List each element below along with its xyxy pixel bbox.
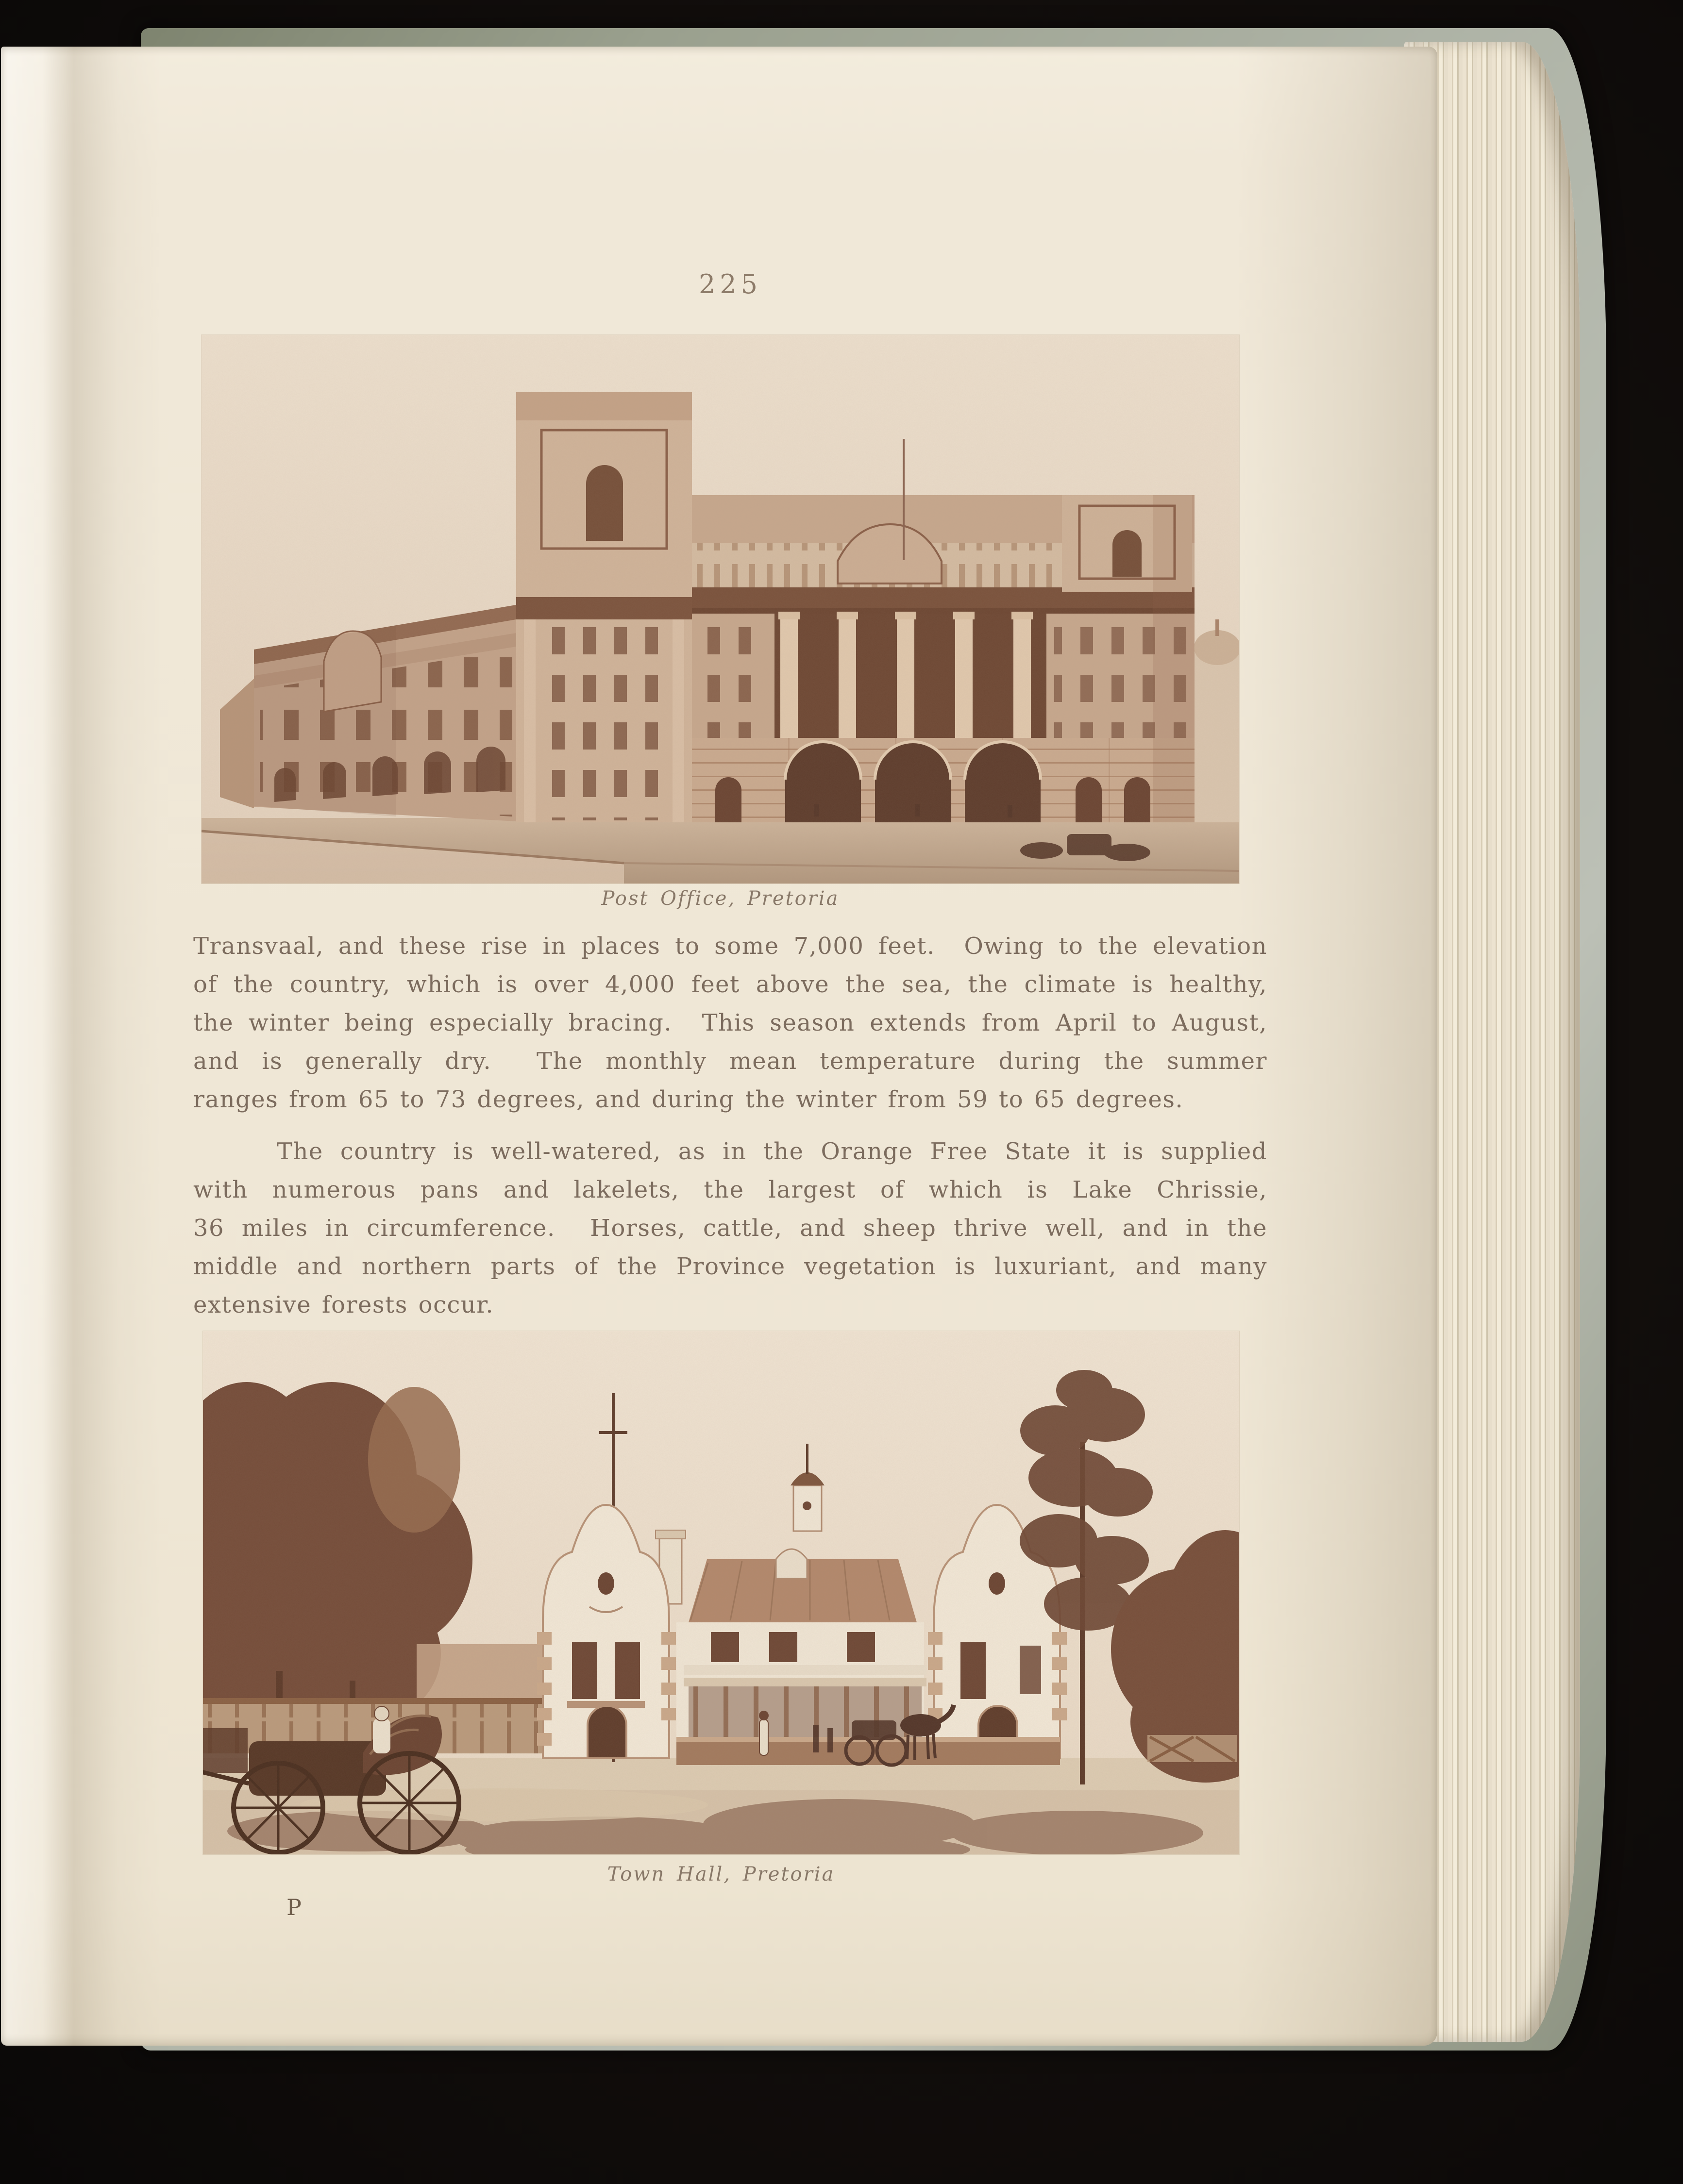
post-office-illustration <box>202 335 1239 884</box>
town-hall-illustration <box>203 1331 1239 1854</box>
paragraph <box>193 1133 1267 1324</box>
page-number: 225 <box>698 269 762 300</box>
text-line: with numerous pans and lakelets, the largest of which is Lake Chrissie, <box>193 1176 1267 1203</box>
body-text <box>193 927 1267 1324</box>
text-line: the winter being especially bracing. This season extends from April to August, <box>193 1009 1267 1036</box>
text-line: Transvaal, and these rise in places to some 7,000 feet. Owing to the elevation <box>193 933 1267 960</box>
paragraph <box>193 927 1267 1119</box>
text-line: of the country, which is over 4,000 feet above the sea, the climate is healthy, <box>193 971 1267 998</box>
text-line: and is generally dry. The monthly mean temperature during the summer <box>193 1048 1267 1075</box>
text-line: extensive forests occur. <box>193 1291 494 1318</box>
halftone-grain <box>202 335 1239 884</box>
post-office-caption: Post Office, Pretoria <box>601 887 840 910</box>
text-line: 36 miles in circumference. Horses, cattle, and sheep thrive well, and in the <box>193 1215 1267 1242</box>
town-hall-photo <box>203 1331 1239 1854</box>
post-office-photo <box>202 335 1239 884</box>
signature-mark: P <box>286 1894 303 1920</box>
halftone-grain <box>203 1331 1239 1854</box>
town-hall-caption: Town Hall, Pretoria <box>607 1863 835 1885</box>
text-line: The country is well-watered, as in the Orange Free State it is supplied <box>277 1138 1267 1165</box>
text-line: middle and northern parts of the Province vegetation is luxuriant, and many <box>193 1253 1267 1280</box>
page <box>1 47 1437 2046</box>
text-line: ranges from 65 to 73 degrees, and during the winter from 59 to 65 degrees. <box>193 1086 1184 1113</box>
